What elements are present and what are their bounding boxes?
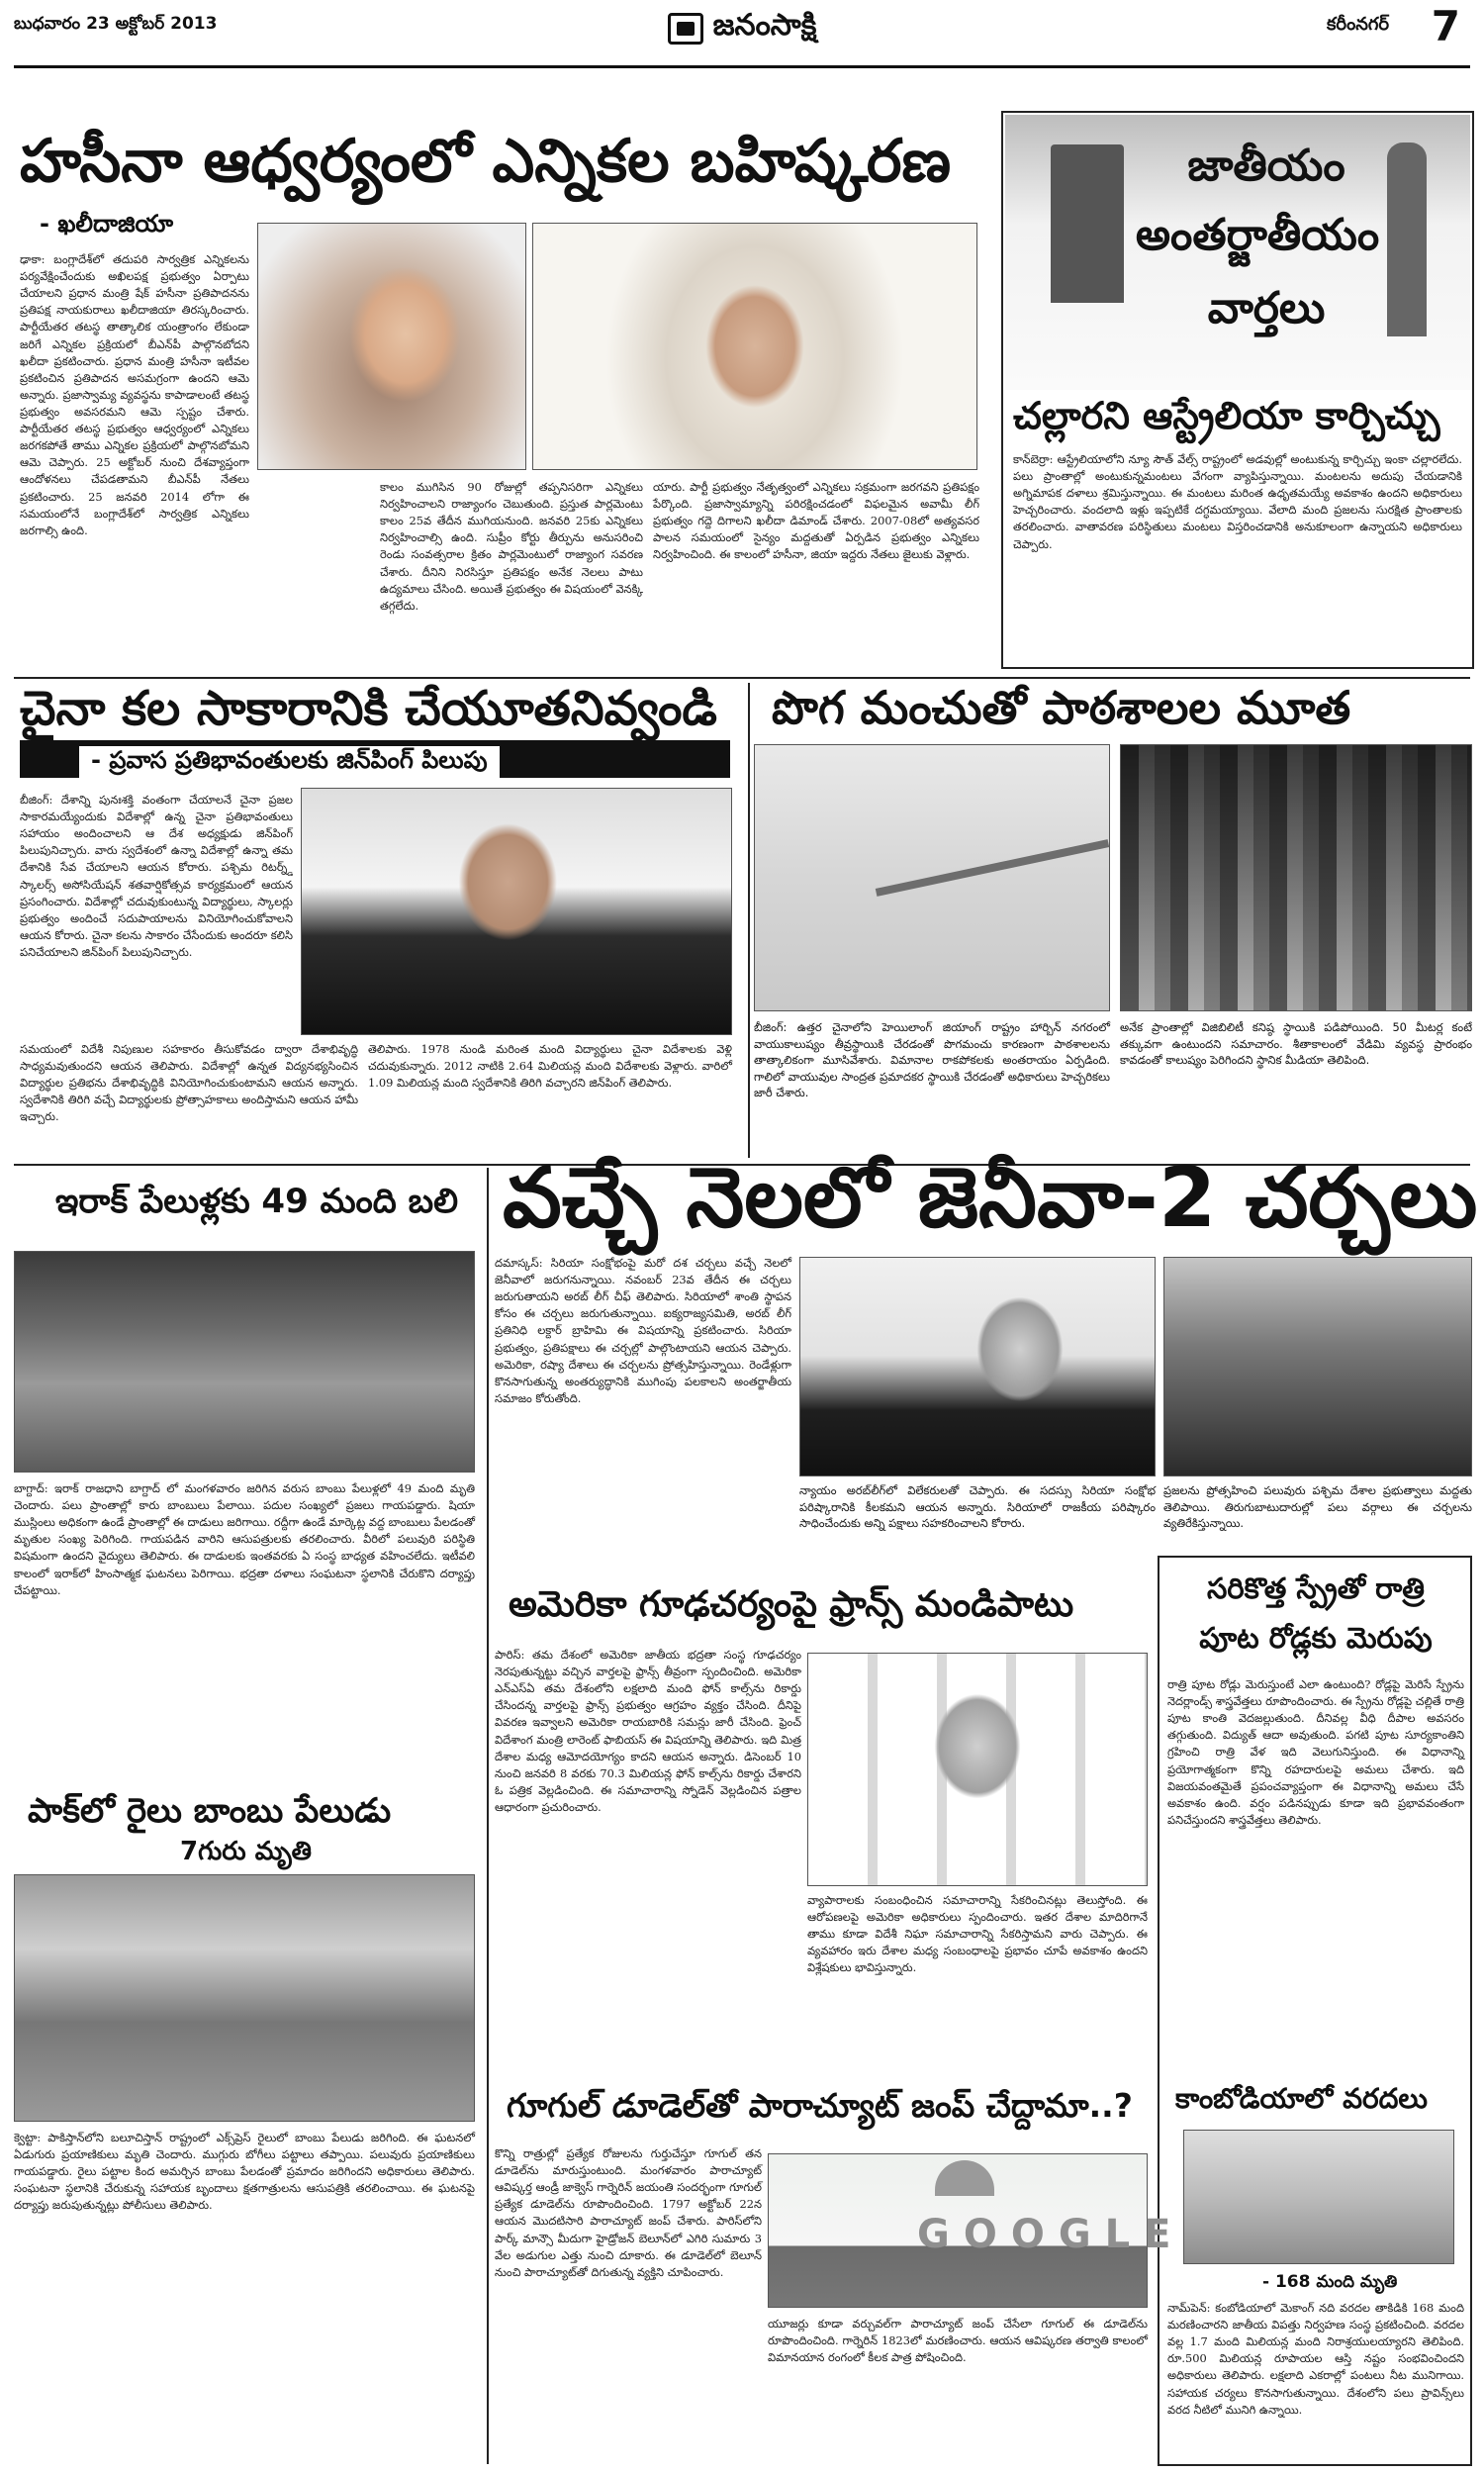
- pak-blast-body: క్వెట్టా: పాకిస్తాన్‌లోని బలూచిస్తాన్ రాష్ట్రంలో ఎక్స్‌ప్రెస్ రైలులో బాంబు పేలుడు జరిగింది. ఈ ఘటనలో ఏడుగురు ప్రయాణికులు మృతి చెందారు. ముగ్గురు బోగీలు పట్టాలు తప్పాయి. పలువురు ప్రయాణికులు గాయపడ్డారు. రైలు పట్టాల కింద అమర్చిన బాంబు పేలడంతో ప్రమాదం జరిగిందని అధికారులు తెలిపారు. సంఘటనా స్థలానికి చేరుకున్న సహాయక బృందాలు క్షతగాత్రులను ఆసుపత్రికి తరలించాయి. ఈ ఘటనపై దర్యాప్తు జరుపుతున్నట్లు పోలీసులు తెలిపారు.: [14, 2131, 475, 2213]
- australia-fire-body: కాన్‌బెర్రా: ఆస్ట్రేలియాలోని న్యూ సౌత్ వేల్స్ రాష్ట్రంలో అడవుల్లో అంటుకున్న కార్చిచ్చు ఇంకా చల్లారలేదు. పలు ప్రాంతాల్లో అంటుకున్నమంటలు వేగంగా వ్యాపిస్తున్నాయి. మంటలను అదుపు చేయడానికి అగ్నిమాపక దళాలు శ్రమిస్తున్నాయి. ఈ మంటలు మరింత ఉధృతమయ్యే అవకాశం ఉందని అధికారులు హెచ్చరించారు. వందలాది ఇళ్లు ఇప్పటికే దగ్ధమయ్యాయి. వేలాది మంది ప్రజలను సురక్షిత ప్రాంతాలకు తరలించారు. వాతావరణ పరిస్థితులు మంటలు విస్తరించడానికి అనుకూలంగా ఉన్నాయని అధికారులు చెప్పారు.: [1013, 452, 1462, 551]
- google-body-right: యూజర్లు కూడా వర్చువల్‌గా పారాచ్యూట్ జంప్ చేసేలా గూగుల్ ఈ డూడెల్‌ను రూపొందించింది. గార్నెరిన్ 1823లో మరణించారు. ఆయన ఆవిష్కరణ తర్వాతి కాలంలో విమానయాన రంగంలో కీలక పాత్ర పోషించింది.: [768, 2317, 1148, 2365]
- china-body-bottom-right: తెలిపారు. 1978 నుండి మరింత మంది విద్యార్థులు చైనా విదేశాలకు వెళ్లి చదువుకున్నారు. 2012 నాటికి 2.64 మిలియన్ల మంది విదేశాలకు వెళ్లారు. వారిలో 1.09 మిలియన్ల మంది స్వదేశానికి తిరిగి వచ్చారని జిన్‌పింగ్ తెలిపారు.: [368, 1042, 732, 1091]
- edition-city: కరీంనగర్: [1327, 14, 1389, 35]
- iraq-body: బాగ్దాద్: ఇరాక్ రాజధాని బాగ్దాద్ లో మంగళవారం జరిగిన వరుస బాంబు పేలుళ్లలో 49 మంది మృతి చెందారు. పలు ప్రాంతాల్లో కారు బాంబులు పేలాయి. పదుల సంఖ్యలో ప్రజలు గాయపడ్డారు. షియా ముస్లింలు అధికంగా ఉండే ప్రాంతాల్లో ఈ దాడులు జరిగాయి. రద్దీగా ఉండే మార్కెట్ల వద్ద బాంబులు పేలడంతో మృతుల సంఖ్య పెరిగింది. గాయపడిన వారిని ఆసుపత్రులకు తరలించారు. వీరిలో పలువురి పరిస్థితి విషమంగా ఉందని వైద్యులు తెలిపారు. ఈ దాడులకు ఇంతవరకు ఏ సంస్థ బాధ్యత వహించలేదు. ఇటీవలి కాలంలో ఇరాక్‌లో హింసాత్మక ఘటనలు పెరిగాయి. భద్రతా దళాలు సంఘటనా స్థలానికి చేరుకొని దర్యాప్తు చేపట్టాయి.: [14, 1481, 475, 1597]
- monuments-banner-image: [1005, 115, 1470, 390]
- xi-jinping-photo: [301, 788, 732, 1035]
- section-divider: [14, 677, 1470, 679]
- column-divider: [748, 683, 750, 1158]
- google-doodle-image: [768, 2153, 1185, 2308]
- newspaper-logo: [613, 6, 871, 51]
- smog-caption-right: అనేక ప్రాంతాల్లో విజిబిలిటీ కనిష్ఠ స్థాయికి పడిపోయింది. 50 మీటర్ల కంటే తక్కువగా ఉంటుందని సమాచారం. శీతాకాలంలో వేడిమి వ్యవస్థ ప్రారంభం కావడంతో కాలుష్యం పెరిగిందని స్థానిక మీడియా తెలిపింది.: [1120, 1020, 1472, 1068]
- bangladesh-body-right: యారు. పార్టీ ప్రభుత్వం నేతృత్వంలో ఎన్నికలు సక్రమంగా జరగవని ప్రతిపక్షం పేర్కొంది. ప్రజాస్వామ్యాన్ని పరిరక్షించడంలో విఫలమైన అవామీ లీగ్ ప్రభుత్వం గద్దె దిగాలని ఖలీదా డిమాండ్ చేశారు. 2007-08లో అత్యవసర పాలన సమయంలో సైన్యం మద్దతుతో ఏర్పడిన ప్రభుత్వం ఎన్నికలు నిర్వహించింది. ఈ కాలంలో హసీనా, జియా ఇద్దరు నేతలు జైలుకు వెళ్లారు.: [653, 480, 979, 562]
- arab-league-chief-photo: [799, 1257, 1156, 1476]
- cambodia-headline: కాంబోడియాలో వరదలు: [1175, 2082, 1428, 2115]
- bangladesh-subhead: - ఖలీదాజియా: [40, 210, 174, 238]
- cambodia-subhead: - 168 మంది మృతి: [1262, 2272, 1398, 2292]
- netanyahu-photo: [807, 1653, 1148, 1886]
- geneva-headline: వచ్చే నెలలో జెనీవా-2 చర్చలు: [503, 1149, 1478, 1246]
- india-gate-icon: [1051, 144, 1124, 303]
- bangladesh-headline: హసీనా ఆధ్వర్యంలో ఎన్నికల బహిష్కరణ: [20, 127, 952, 196]
- newspaper-name: జనంసాక్షి: [712, 8, 817, 43]
- parachute-icon: [935, 2160, 994, 2196]
- france-body-left: పారిస్: తమ దేశంలో అమెరికా జాతీయ భద్రతా సంస్థ గూఢచర్యం నెరపుతున్నట్టు వచ్చిన వార్తలపై ఫ్రాన్స్ తీవ్రంగా స్పందించింది. అమెరికా ఎన్‌ఎస్‌ఏ తమ దేశంలోని లక్షలాది మంది ఫోన్ కాల్స్‌ను రికార్డు చేసిందన్న వార్తలపై ఫ్రాన్స్ ప్రభుత్వం ఆగ్రహం వ్యక్తం చేసింది. దీనిపై వివరణ ఇవ్వాలని అమెరికా రాయబారికి సమన్లు జారీ చేసింది. ఫ్రెంచ్ విదేశాంగ మంత్రి లారెంట్ ఫాబియస్ ఈ విషయాన్ని తెలిపారు. ఇది మిత్ర దేశాల మధ్య ఆమోదయోగ్యం కాదని ఆయన అన్నారు. డిసెంబర్ 10 నుంచి జనవరి 8 వరకు 70.3 మిలియన్ల ఫోన్ కాల్స్‌ను రికార్డు చేశారని ఓ పత్రిక వెల్లడించింది. ఈ సమాచారాన్ని స్నోడెన్ వెల్లడించిన పత్రాల ఆధారంగా ప్రచురించారు.: [495, 1648, 801, 1814]
- china-subhead: - ప్రవాస ప్రతిభావంతులకు జిన్‌పింగ్ పిలుపు: [79, 746, 500, 780]
- issue-date: బుధవారం 23 అక్టోబర్ 2013: [14, 14, 218, 34]
- google-doodle-headline: గూగుల్ డూడెల్‌తో పారాచ్యూట్ జంప్ చేద్దామా..?: [507, 2086, 1133, 2125]
- column-divider-2: [487, 1168, 489, 2464]
- train-derailment-photo: [14, 1874, 475, 2122]
- page-number: 7: [1431, 2, 1460, 50]
- cambodia-body: నామ్‌పెన్: కంబోడియాలో మెకాంగ్ నది వరదల తాకిడికి 168 మంది మరణించారని జాతీయ విపత్తు నిర్వహణ సంస్థ ప్రకటించింది. వరదల వల్ల 1.7 మంది మిలియన్ల మంది నిరాశ్రయులయ్యారని తెలిపింది. రూ.500 మిలియన్ల రూపాయల ఆస్తి నష్టం సంభవించిందని అధికారులు తెలిపారు. లక్షలాది ఎకరాల్లో పంటలు నీట మునిగాయి. సహాయక చర్యలు కొనసాగుతున్నాయి. దేశంలోని పలు ప్రావిన్స్‌లు వరద నీటిలో మునిగి ఉన్నాయి.: [1167, 2301, 1464, 2417]
- iraq-blast-photo: [14, 1251, 475, 1473]
- foggy-bridge-photo: [754, 744, 1110, 1011]
- traffic-jam-photo: [1120, 744, 1472, 1011]
- china-body-left: బీజింగ్: దేశాన్ని పునఃశక్తి వంతంగా చేయాలనే చైనా ప్రజల సాకారమయ్యేందుకు విదేశాల్లో ఉన్న చైనా ప్రతిభావంతులు సహాయం అందించాలని ఆ దేశ అధ్యక్షుడు జిన్‌పింగ్ పిలుపునిచ్చారు. వారు స్వదేశంలో ఉన్నా విదేశాల్లో ఉన్నా తమ దేశానికి సేవ చేయాలని ఆయన కోరారు. పశ్చిమ రిటర్న్డ్ స్కాలర్స్ అసోసియేషన్ శతవార్షికోత్సవ కార్యక్రమంలో ఆయన ప్రసంగించారు. విదేశాల్లో చదువుకుంటున్న విద్యార్థులు, స్కాలర్లు ప్రభుత్వం అందించే సదుపాయాలను వినియోగించుకోవాలని ఆయన కోరారు. చైనా కలను సాకారం చేసేందుకు అందరూ కలిసి పనిచేయాలని జిన్‌పింగ్ పిలుపునిచ్చారు.: [20, 793, 293, 959]
- syria-soldiers-photo: [1163, 1257, 1472, 1476]
- bangladesh-body-mid: కాలం ముగిసిన 90 రోజుల్లో తప్పనిసరిగా ఎన్నికలు నిర్వహించాలని రాజ్యాంగం చెబుతుంది. ప్రస్తుత పార్లమెంటు కాలం 25వ తేదీన ముగియనుంది. జనవరి 25కు ఎన్నికలు నిర్వహించాల్సి ఉంది. సుప్రీం కోర్టు తీర్పును అనుసరించి రెండు సంవత్సరాల క్రితం పార్లమెంటులో రాజ్యాంగ సవరణ చేశారు. దీనిని నిరసిస్తూ ప్రతిపక్షం అనేక నెలలు పాటు ఉద్యమాలు చేసింది. అయితే ప్రభుత్వం ఈ విషయంలో వెనక్కి తగ్గలేదు.: [380, 480, 643, 613]
- bangladesh-body-left: ఢాకా: బంగ్లాదేశ్‌లో తదుపరి సార్వత్రిక ఎన్నికలను పర్యవేక్షించేందుకు అఖిలపక్ష ప్రభుత్వం ఏర్పాటు చేయాలని ప్రధాన మంత్రి షేక్ హసీనా ప్రతిపాదనను ప్రతిపక్ష నాయకురాలు ఖలీదాజియా తిరస్కరించారు. పార్టీయేతర తటస్థ తాత్కాలిక యంత్రాంగం లేకుండా జరిగే ఎన్నికల ప్రక్రియలో బీఎన్‌పీ పాల్గొనబోదని ఖలీదా ప్రకటించారు. ప్రధాన మంత్రి హసీనా ఇటీవల ప్రకటించిన ప్రతిపాదన అసమగ్రంగా ఉందని ఆమె అన్నారు. ప్రజాస్వామ్య వ్యవస్థను కాపాడాలంటే తటస్థ ప్రభుత్వం అవసరమని ఆమె స్పష్టం చేశారు. పార్టీయేతర తటస్థ ప్రభుత్వం ఆధ్వర్యంలో ఎన్నికలు జరగకపోతే తాము ఎన్నికల ప్రక్రియలో పాల్గొనబోమని ఆమె చెప్పారు. 25 అక్టోబర్ నుంచి దేశవ్యాప్తంగా ఆందోళనలు చేపడతామని బీఎన్‌పీ నేతలు ప్రకటించారు. 25 జనవరి 2014 లోగా ఈ సమయంలోనే బంగ్లాదేశ్‌లో సార్వత్రిక ఎన్నికలు జరగాల్సి ఉంది.: [20, 252, 249, 537]
- china-body-bottom-left: సమయంలో విదేశీ నిపుణుల సహకారం తీసుకోవడం ద్వారా దేశాభివృద్ధి సాధ్యమవుతుందని ఆయన తెలిపారు. విదేశాల్లో ఉన్నత విద్యనభ్యసించిన విద్యార్థుల ప్రతిభను దేశాభివృద్ధికి వినియోగించుకుంటామని ఆయన అన్నారు. స్వదేశానికి తిరిగి వచ్చే విద్యార్థులకు ప్రోత్సాహకాలు అందిస్తామని ఆయన హామీ ఇచ్చారు.: [20, 1042, 358, 1124]
- geneva-caption-right: ప్రజలను ప్రోత్సహించి పలువురు పశ్చిమ దేశాల ప్రభుత్వాలు మద్దతు తెలిపాయి. తిరుగుబాటుదారుల్లో పలు వర్గాలు ఈ చర్చలను వ్యతిరేకిస్తున్నాయి.: [1163, 1483, 1472, 1531]
- glowing-roads-headline-line1: సరికొత్త స్ప్రేతో రాత్రి: [1207, 1571, 1425, 1605]
- glowing-roads-headline-line2: పూట రోడ్లకు మెరుపు: [1199, 1621, 1433, 1655]
- glowing-roads-body: రాత్రి పూట రోడ్లు మెరుస్తుంటే ఎలా ఉంటుంది? రోడ్లపై మెరిసే స్ప్రేను నెదర్లాండ్స్ శాస్త్రవేత్తలు రూపొందించారు. ఈ స్ప్రేను రోడ్లపై చల్లితే రాత్రి పూట కాంతి వెదజల్లుతుంది. దీనివల్ల వీధి దీపాల అవసరం తగ్గుతుంది. విద్యుత్ ఆదా అవుతుంది. పగటి పూట సూర్యకాంతిని గ్రహించి రాత్రి వేళ ఇది వెలుగునిస్తుంది. ఈ విధానాన్ని ప్రయోగాత్మకంగా కొన్ని రహదారులపై అమలు చేశారు. ఇది విజయవంతమైతే ప్రపంచవ్యాప్తంగా ఈ విధానాన్ని అమలు చేసే అవకాశం ఉంది. వర్షం పడినప్పుడు కూడా ఇది ప్రభావవంతంగా పనిచేస్తుందని శాస్త్రవేత్తలు తెలిపారు.: [1167, 1677, 1464, 1827]
- smog-caption-left: బీజింగ్: ఉత్తర చైనాలోని హెయిలాంగ్ జియాంగ్ రాష్ట్రం హార్బిన్ నగరంలో వాయుకాలుష్యం తీవ్రస్థాయికి చేరడంతో పొగమంచు కారణంగా పాఠశాలలను తాత్కాలికంగా మూసివేశారు. విమానాల రాకపోకలకు అంతరాయం ఏర్పడింది. గాలిలో వాయువుల సాంద్రత ప్రమాదకర స్థాయికి చేరడంతో అధికారులు హెచ్చరికలు జారీ చేశారు.: [754, 1020, 1110, 1100]
- google-body-left: కొన్ని రాత్రుల్లో ప్రత్యేక రోజులను గుర్తుచేస్తూ గూగుల్ తన డూడెల్‌ను మారుస్తుంటుంది. మంగళవారం పారాచ్యూట్ ఆవిష్కర్త ఆండ్రీ జాక్వెస్ గార్నెరిన్ జయంతి సందర్భంగా గూగుల్ ప్రత్యేక డూడెల్‌ను రూపొందించింది. 1797 అక్టోబర్ 22న ఆయన మొదటిసారి పారాచ్యూట్ జంప్ చేశారు. పారిస్‌లోని పార్క్ మాన్సౌ మీదుగా హైడ్రోజన్ బెలూన్‌లో ఎగిరి సుమారు 3 వేల అడుగుల ఎత్తు నుంచి దూకారు. ఈ డూడెల్‌లో బెలూన్ నుంచి పారాచ్యూట్‌తో దిగుతున్న వ్యక్తిని చూపించారు.: [495, 2146, 762, 2279]
- doodle-logo-text: GOOGLE: [917, 2212, 1185, 2257]
- geneva-caption-mid: న్యాయం అరబ్‌లీగ్‌లో విలేకరులతో చెప్పారు. ఈ సదస్సు సిరియా సంక్షోభ పరిష్కారానికి కీలకమని ఆయన అన్నారు. సిరియాలో రాజకీయ పరిష్కారం సాధించేందుకు అన్ని పక్షాలు సహకరించాలని కోరారు.: [799, 1483, 1156, 1531]
- pak-blast-headline: పాక్‌లో రైలు బాంబు పేలుడు: [28, 1791, 392, 1831]
- masthead-rule: [14, 65, 1470, 68]
- bridge-railing-graphic: [876, 839, 1109, 897]
- smog-headline: పొగ మంచుతో పాఠశాలల మూత: [772, 681, 1351, 734]
- banner-line-international: అంతర్జాతీయం: [1135, 210, 1380, 260]
- geneva-body-left: దమాస్కస్: సిరియా సంక్షోభంపై మరో దశ చర్చలు వచ్చే నెలలో జెనీవాలో జరుగనున్నాయి. నవంబర్ 23వ తేదీన ఈ చర్చలు జరుగుతాయని అరబ్ లీగ్ చీఫ్ తెలిపారు. సిరియాలో శాంతి స్థాపన కోసం ఈ చర్చలు జరుగుతున్నాయి. ఐక్యరాజ్యసమితి, అరబ్ లీగ్ ప్రతినిధి లక్దార్ బ్రాహిమి ఈ విషయాన్ని ప్రకటించారు. సిరియా ప్రభుత్వం, ప్రతిపక్షాలు ఈ చర్చల్లో పాల్గొంటాయని ఆయన చెప్పారు. అమెరికా, రష్యా దేశాలు ఈ చర్చలను ప్రోత్సహిస్తున్నాయి. రెండేళ్లుగా కొనసాగుతున్న అంతర్యుద్ధానికి ముగింపు పలకాలని అంతర్జాతీయ సమాజం కోరుతోంది.: [495, 1256, 791, 1405]
- pak-blast-subhead: 7గురు మృతి: [180, 1837, 312, 1866]
- france-body-right: వ్యాపారాలకు సంబంధించిన సమాచారాన్ని సేకరించినట్లు తెలుస్తోంది. ఈ ఆరోపణలపై అమెరికా అధికారులు స్పందించారు. ఇతర దేశాల మాదిరిగానే తాము కూడా విదేశీ నిఘా సమాచారాన్ని సేకరిస్తామని వారు చెప్పారు. ఈ వ్యవహారం ఇరు దేశాల మధ్య సంబంధాలపై ప్రభావం చూపే అవకాశం ఉందని విశ్లేషకులు భావిస్తున్నారు.: [807, 1893, 1148, 1975]
- china-headline: చైనా కల సాకారానికి చేయూతనివ్వండి: [20, 681, 717, 736]
- iraq-headline: ఇరాక్ పేలుళ్లకు 49 మంది బలి: [55, 1182, 459, 1221]
- khaleda-zia-photo: [257, 223, 526, 470]
- newspaper-icon: [668, 13, 703, 45]
- cambodia-flood-photo: [1183, 2130, 1454, 2264]
- sheikh-hasina-photo: [532, 223, 977, 470]
- banner-line-national: జాతీయం: [1187, 141, 1345, 191]
- france-headline: అమెరికా గూఢచర్యంపై ఫ్రాన్స్ మండిపాటు: [509, 1584, 1074, 1625]
- banner-line-news: వార్తలు: [1207, 283, 1326, 333]
- australia-fire-headline: చల్లారని ఆస్ట్రేలియా కార్చిచ్చు: [1013, 394, 1440, 437]
